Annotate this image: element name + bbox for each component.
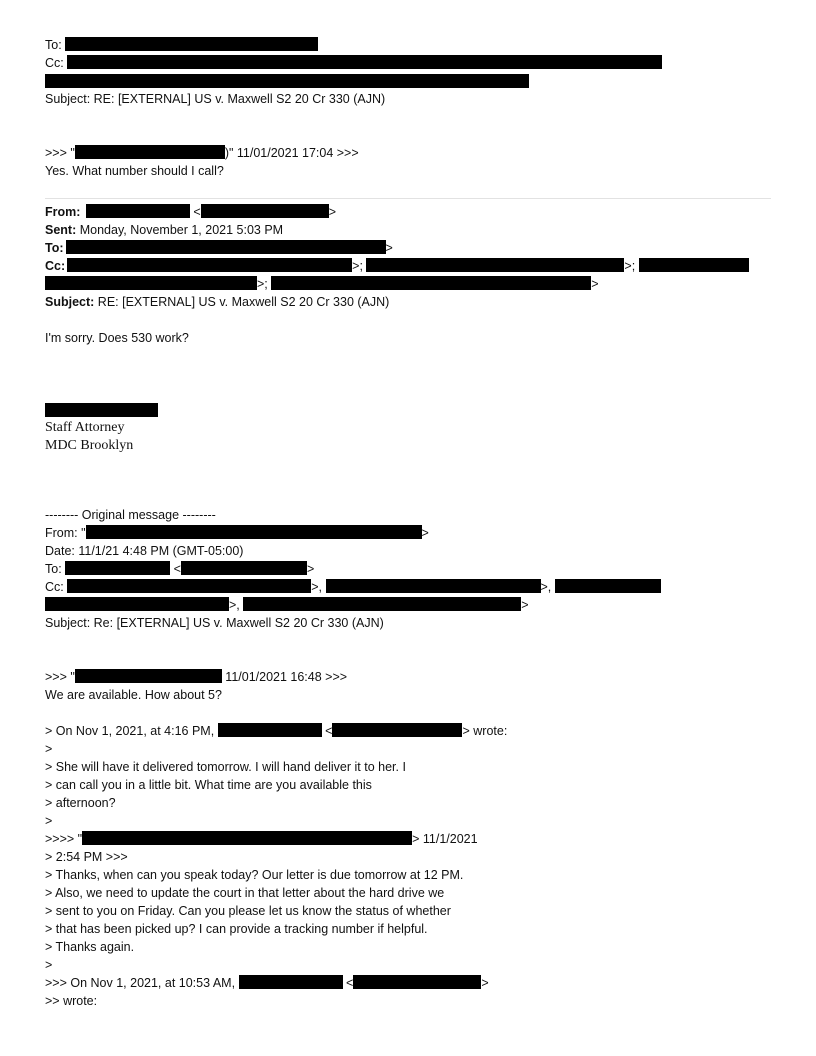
quote-line (45, 830, 478, 848)
separator: >; (257, 277, 268, 291)
subject-line: Subject: RE: [EXTERNAL] US v. Maxwell S2 20 Cr 330 (AJN) (45, 92, 386, 106)
redaction (201, 204, 329, 218)
redaction (555, 579, 661, 593)
redaction (326, 579, 541, 593)
quote-line: > She will have it delivered tomorrow. I will hand deliver it to her. I (45, 760, 406, 774)
gt-sign: > (328, 205, 337, 219)
redaction (65, 561, 170, 575)
from-line (45, 203, 336, 221)
separator: >; (352, 259, 363, 273)
redaction (45, 276, 257, 290)
quote-prefix: >>> On Nov 1, 2021, at 10:53 AM, (45, 976, 236, 990)
quote-line: > can call you in a little bit. What time are you available this (45, 778, 372, 792)
separator: >, (540, 580, 552, 594)
quote-line: > that has been picked up? I can provide a tracking number if helpful. (45, 922, 428, 936)
redaction (332, 723, 462, 737)
quote-line: > sent to you on Friday. Can you please let us know the status of whether (45, 904, 451, 918)
cc-line (45, 54, 662, 72)
separator: >, (229, 598, 240, 612)
redaction (67, 258, 352, 272)
quote-line: > (45, 742, 53, 756)
gt-sign: > (421, 526, 429, 540)
redaction (366, 258, 624, 272)
quote-body: We are available. How about 5? (45, 688, 222, 702)
redaction (75, 145, 225, 159)
to-line (45, 36, 318, 54)
subject-label: Subject: (45, 295, 95, 309)
to-label: To: (45, 38, 62, 52)
quote-prefix: >>>> " (45, 832, 83, 846)
subject-value: RE: [EXTERNAL] US v. Maxwell S2 20 Cr 330 (AJN) (97, 295, 390, 309)
redaction (67, 55, 662, 69)
redaction (75, 669, 222, 683)
redaction (639, 258, 749, 272)
redaction (67, 579, 311, 593)
to-label: To: (45, 562, 62, 576)
cc-label: Cc: (45, 56, 64, 70)
original-to-line (45, 560, 314, 578)
quote-suffix: )" 11/01/2021 17:04 >>> (224, 146, 359, 160)
signature-title: Staff Attorney (45, 420, 125, 435)
to-label: To: (45, 241, 64, 255)
separator: >, (311, 580, 323, 594)
quote-suffix: > wrote: (462, 724, 508, 738)
quote-suffix: > 11/1/2021 (412, 832, 478, 846)
sent-line (45, 221, 283, 239)
sent-value: Monday, November 1, 2021 5:03 PM (79, 223, 284, 237)
quote-line: > Thanks again. (45, 940, 135, 954)
cc-line-2-cont (45, 275, 599, 293)
redaction (218, 723, 322, 737)
lt-sign: < (173, 562, 181, 576)
redaction (243, 597, 521, 611)
redaction (353, 975, 481, 989)
redaction (86, 204, 190, 218)
quote-line: > Also, we need to update the court in that letter about the hard drive we (45, 886, 445, 900)
redaction (181, 561, 307, 575)
gt-sign: > (481, 976, 489, 990)
quote-header (45, 668, 347, 686)
separator-line (45, 198, 771, 199)
cc-line-2 (45, 257, 749, 275)
to-line-2 (45, 239, 393, 257)
original-cc-line (45, 578, 661, 596)
redaction (45, 597, 229, 611)
quote-suffix: 11/01/2021 16:48 >>> (225, 670, 348, 684)
quote-line (45, 974, 489, 992)
quote-line: > (45, 958, 53, 972)
quote-prefix: >>> " (45, 146, 75, 160)
lt-sign: < (193, 205, 201, 219)
lt-sign: < (325, 724, 333, 738)
quote-prefix: > On Nov 1, 2021, at 4:16 PM, (45, 724, 215, 738)
sent-label: Sent: (45, 223, 77, 237)
quote-line (45, 722, 507, 740)
cc-label: Cc: (45, 580, 64, 594)
signature-org: MDC Brooklyn (45, 438, 134, 453)
redaction (45, 403, 158, 417)
redaction (86, 525, 422, 539)
reply-body: Yes. What number should I call? (45, 164, 224, 178)
quote-prefix: >>> " (45, 670, 75, 684)
quote-line: > Thanks, when can you speak today? Our letter is due tomorrow at 12 PM. (45, 868, 464, 882)
original-from-line (45, 524, 429, 542)
original-date-line: Date: 11/1/21 4:48 PM (GMT-05:00) (45, 544, 244, 558)
from-label: From: (45, 205, 81, 219)
redaction (239, 975, 343, 989)
original-cc-line-cont (45, 596, 529, 614)
subject-line-2 (45, 293, 389, 311)
gt-sign: > (521, 598, 529, 612)
from-label: From: " (45, 526, 86, 540)
original-subject-line: Subject: Re: [EXTERNAL] US v. Maxwell S2 20 Cr 330 (AJN) (45, 616, 384, 630)
redaction (271, 276, 591, 290)
separator: >; (624, 259, 636, 273)
redaction (65, 37, 318, 51)
redaction (66, 240, 386, 254)
lt-sign: < (346, 976, 354, 990)
email-body: I'm sorry. Does 530 work? (45, 331, 189, 345)
redaction (82, 831, 412, 845)
quote-line: > afternoon? (45, 796, 116, 810)
quote-line: >> wrote: (45, 994, 98, 1008)
cc-label: Cc: (45, 259, 66, 273)
gt-sign: > (385, 241, 393, 255)
separator: > (591, 277, 599, 291)
quote-line: > (45, 814, 53, 828)
redaction (45, 74, 529, 88)
quote-header (45, 144, 359, 162)
original-message-heading: -------- Original message -------- (45, 508, 216, 522)
quote-line: > 2:54 PM >>> (45, 850, 128, 864)
gt-sign: > (306, 562, 315, 576)
